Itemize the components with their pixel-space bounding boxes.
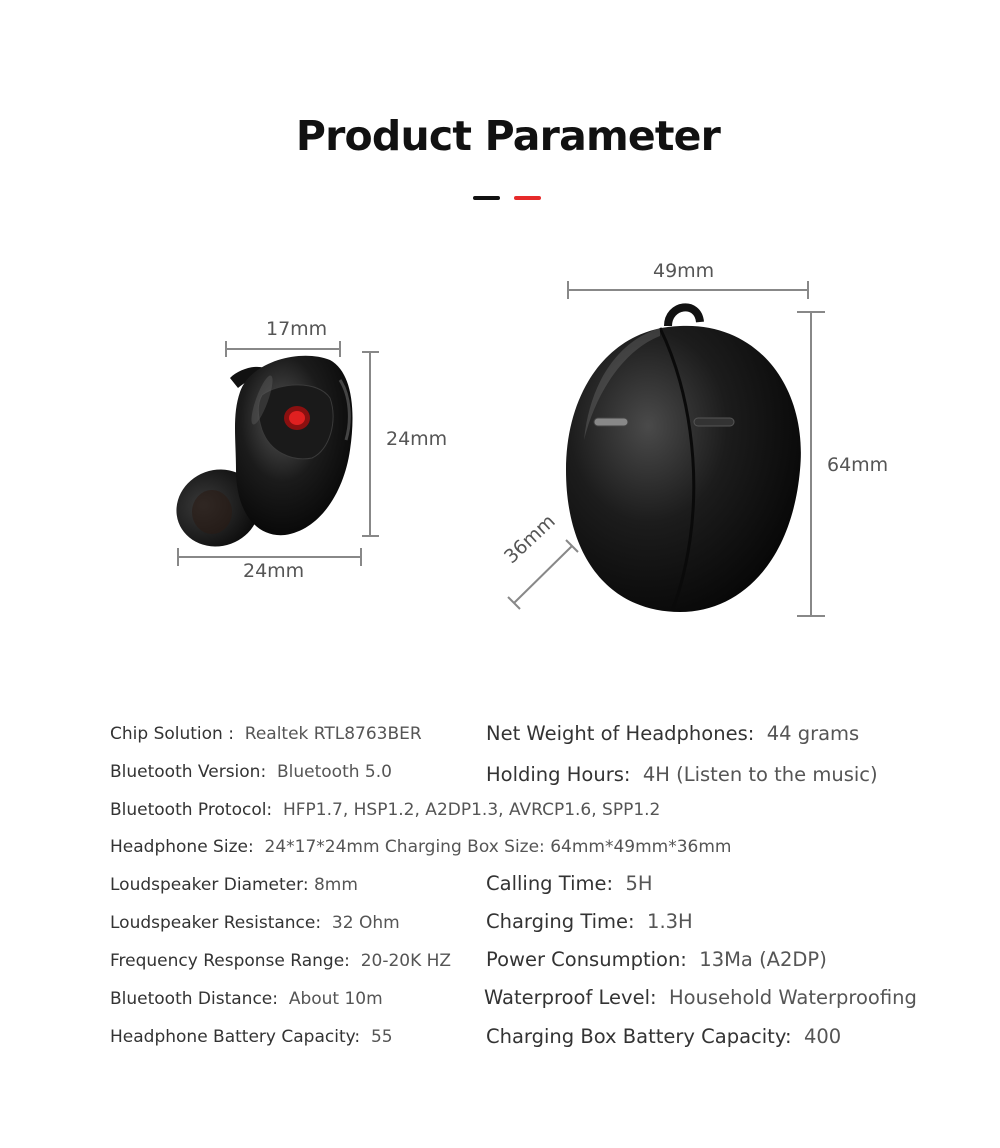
spec-row bbox=[486, 948, 827, 971]
spec-value: 55 bbox=[370, 1027, 393, 1047]
spec-value: 44 grams bbox=[766, 722, 860, 745]
earbud-bottom-width-label: 24mm bbox=[243, 560, 305, 582]
spec-row bbox=[484, 986, 917, 1009]
spec-value: 8mm bbox=[313, 875, 358, 895]
spec-row bbox=[486, 872, 653, 895]
spec-value: Realtek RTL8763BER bbox=[244, 724, 422, 744]
spec-label: Chip Solution : bbox=[110, 724, 234, 744]
page-title: Product Parameter bbox=[295, 112, 721, 160]
spec-label: Holding Hours: bbox=[486, 763, 631, 786]
spec-value: Household Waterproofing bbox=[668, 986, 917, 1009]
spec-value: 13Ma (A2DP) bbox=[699, 948, 827, 971]
spec-label: Waterproof Level: bbox=[484, 986, 657, 1009]
spec-row bbox=[110, 762, 392, 782]
spec-value: 400 bbox=[803, 1025, 842, 1048]
spec-label: Headphone Size: bbox=[110, 837, 254, 857]
spec-label: Loudspeaker Resistance: bbox=[110, 913, 322, 933]
spec-row bbox=[110, 951, 451, 971]
spec-value: HFP1.7, HSP1.2, A2DP1.3, AVRCP1.6, SPP1.2 bbox=[282, 800, 661, 820]
spec-row bbox=[110, 800, 660, 820]
spec-row bbox=[486, 722, 859, 745]
earbud-image bbox=[166, 356, 353, 558]
spec-row bbox=[110, 837, 731, 857]
spec-value: 24*17*24mm Charging Box Size: 64mm*49mm*36mm bbox=[264, 837, 732, 857]
spec-label: Loudspeaker Diameter: bbox=[110, 875, 309, 895]
earbud-top-width-label: 17mm bbox=[266, 318, 328, 340]
spec-row bbox=[110, 989, 383, 1009]
spec-label: Power Consumption: bbox=[486, 948, 687, 971]
spec-row bbox=[110, 724, 422, 744]
spec-label: Charging Time: bbox=[486, 910, 635, 933]
spec-label: Calling Time: bbox=[486, 872, 614, 895]
spec-value: 20-20K HZ bbox=[360, 951, 452, 971]
spec-label: Frequency Response Range: bbox=[110, 951, 350, 971]
spec-label: Bluetooth Distance: bbox=[110, 989, 278, 1009]
spec-value: 4H (Listen to the music) bbox=[642, 763, 878, 786]
spec-label: Bluetooth Protocol: bbox=[110, 800, 273, 820]
spec-value: About 10m bbox=[288, 989, 383, 1009]
spec-row bbox=[486, 1025, 841, 1048]
spec-value: 32 Ohm bbox=[331, 913, 400, 933]
spec-row bbox=[110, 1027, 393, 1047]
spec-label: Headphone Battery Capacity: bbox=[110, 1027, 361, 1047]
spec-value: 1.3H bbox=[647, 910, 693, 933]
spec-value: 5H bbox=[625, 872, 653, 895]
spec-row bbox=[486, 910, 693, 933]
charging-case-image bbox=[566, 307, 801, 612]
case-depth-label: 36mm bbox=[500, 510, 560, 569]
case-height-label: 64mm bbox=[827, 454, 889, 476]
spec-label: Charging Box Battery Capacity: bbox=[486, 1025, 792, 1048]
spec-row bbox=[110, 875, 358, 895]
spec-row bbox=[486, 763, 878, 786]
earbud-height-label: 24mm bbox=[386, 428, 448, 450]
case-width-label: 49mm bbox=[653, 260, 715, 282]
spec-label: Bluetooth Version: bbox=[110, 762, 267, 782]
spec-row bbox=[110, 913, 400, 933]
spec-value: Bluetooth 5.0 bbox=[276, 762, 392, 782]
spec-label: Net Weight of Headphones: bbox=[486, 722, 755, 745]
